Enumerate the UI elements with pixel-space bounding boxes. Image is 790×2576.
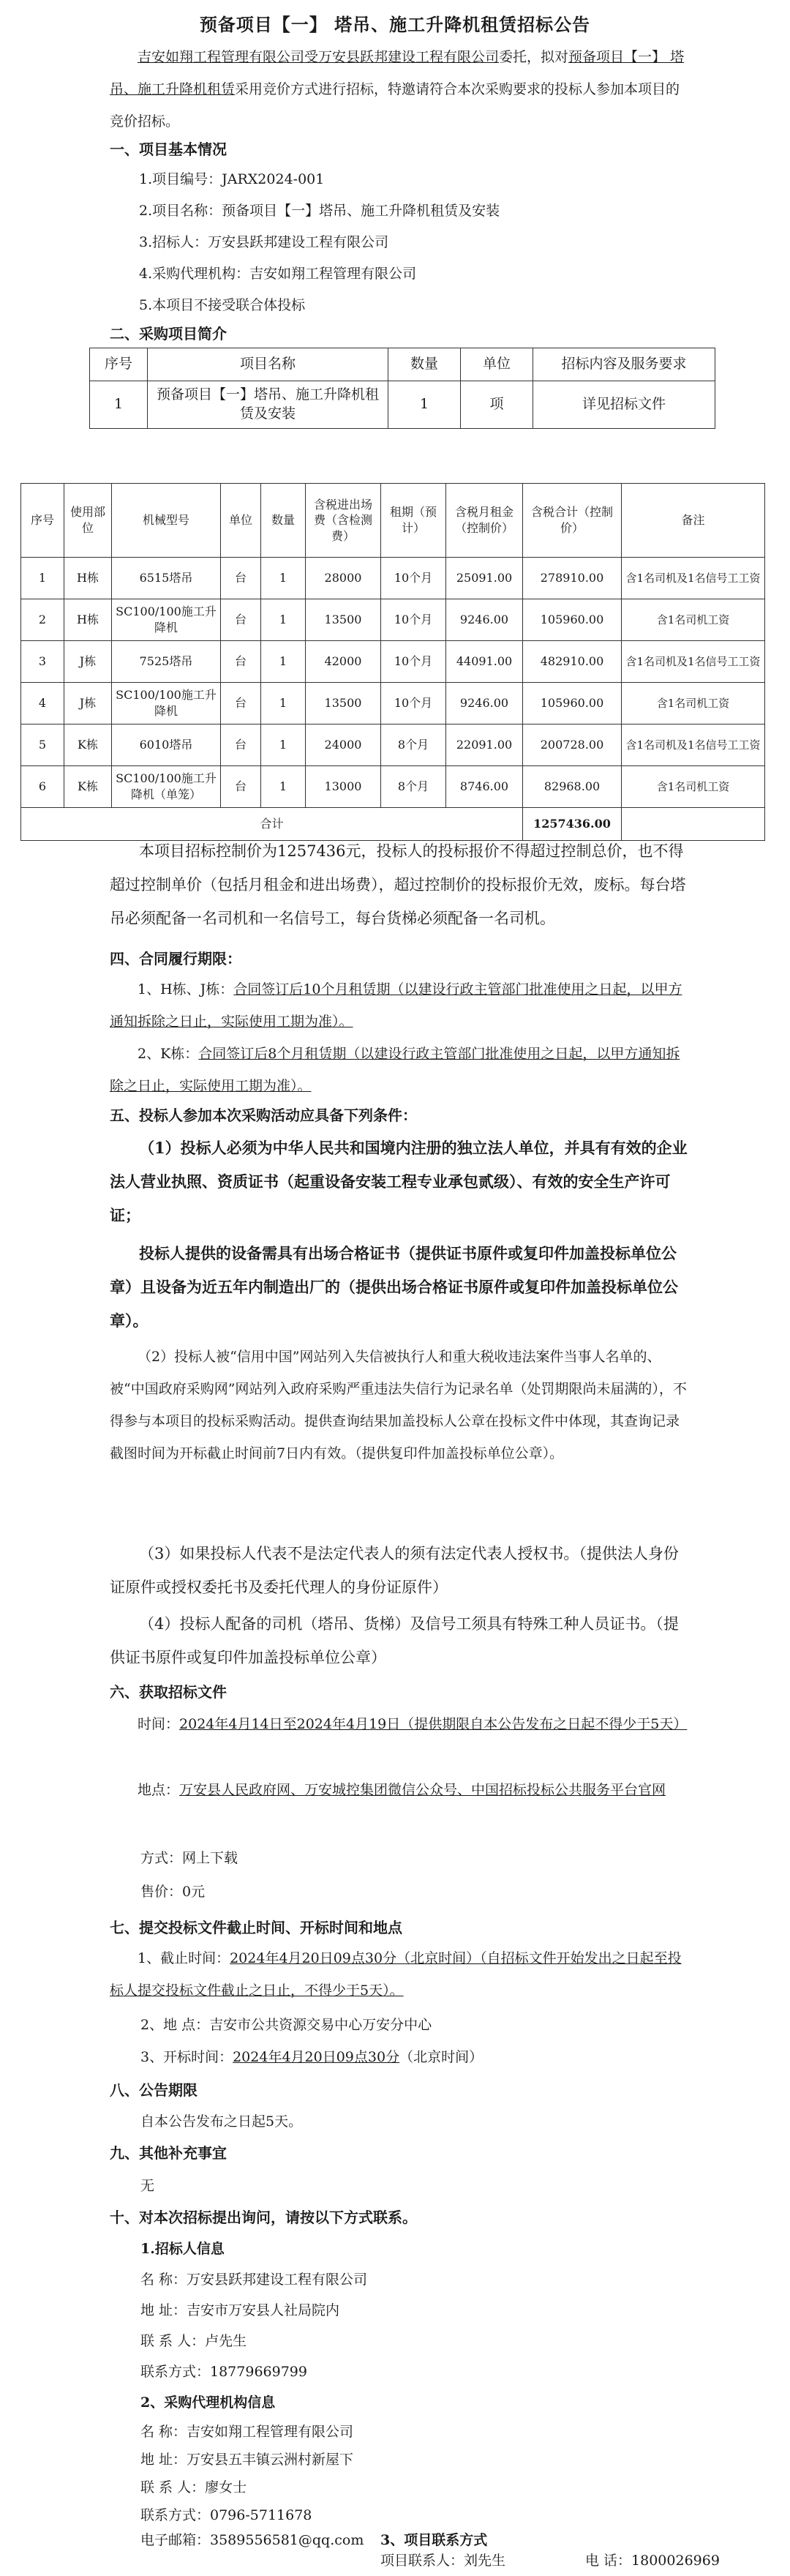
obtain-method: 方式：网上下载 [140,1850,238,1866]
control-price-paragraph: 本项目招标控制价为1257436元，投标人的投标报价不得超过控制总价，也不得超过控制单价（包括月租金和进出场费），超过控制价的投标报价无效，废标。每台塔吊必须配备一名司机和一名信号工，每台货梯必须配备一名司机。 [110,842,686,927]
intro-entrust-text: 吉安如翔工程管理有限公司受万安县跃邦建设工程有限公司 [138,49,500,65]
table-cell: 200728.00 [523,724,622,766]
table-cell: 台 [221,641,261,683]
table-cell: 278910.00 [523,558,622,599]
section-2-heading: 二、采购项目简介 [110,325,227,342]
agency-info-heading: 2、采购代理机构信息 [140,2395,276,2411]
table-header: 序号 [21,484,64,558]
opening-time-value: 2024年4月20日09点30分 [233,2049,400,2065]
table-cell: 10个月 [381,558,446,599]
condition-2: （2）投标人被“信用中国”网站列入失信被执行人和重大税收违法案件当事人名单的、被“中国政府采购网”网站列入政府采购严重违法失信行为记录名单（处罚期限尚未届满的），不得参与本项目的投标采购活动。提供查询结果加盖投标人公章在投标文件中体现，其查询记录截图时间为开标截止时间前7日内有效。（提供复印件加盖投标单位公章）。 [110,1349,687,1461]
term-hj-paragraph [110,973,688,1038]
table-cell: 1 [90,381,148,429]
condition-3: （3）如果投标人代表不是法定代表人的须有法定代表人授权书。（提供法人身份证原件或授权委托书及委托代理人的身份证原件） [110,1545,679,1596]
table-cell: 台 [221,766,261,808]
table-header: 招标内容及服务要求 [533,348,715,381]
table-cell: 6515塔吊 [112,558,221,599]
obtain-time [110,1708,688,1740]
condition-1: （1）投标人必须为中华人民共和国境内注册的独立法人单位，并具有有效的企业法人营业执照、资质证书（起重设备安装工程专业承包贰级）、有效的安全生产许可证； [110,1139,688,1224]
opening-time [140,2046,483,2066]
table-cell: 1 [21,558,64,599]
table-row [21,641,765,683]
table-cell: 13500 [306,599,381,641]
total-label: 合计 [21,808,523,841]
table-cell: 7525塔吊 [112,641,221,683]
table-cell: 1 [261,683,306,724]
table-header: 含税月租金（控制价） [446,484,523,558]
table-cell: 9246.00 [446,599,523,641]
table-cell: 1 [388,381,461,429]
tenderer-name: 名 称：万安县跃邦建设工程有限公司 [140,2272,368,2288]
term-k-label: 2、K栋： [138,1046,199,1062]
table-header: 含税进出场费（含检测费） [306,484,381,558]
table-cell: 含1名司机工资 [622,683,765,724]
table-cell: 1 [261,599,306,641]
table-cell: SC100/100施工升降机 [112,599,221,641]
tenderer-address: 地 址：吉安市万安县人社局院内 [140,2302,340,2318]
table-cell: SC100/100施工升降机 [112,683,221,724]
table-cell: 28000 [306,558,381,599]
table-header: 租期（预计） [381,484,446,558]
table-row [21,599,765,641]
table-cell: 含1名司机工资 [622,599,765,641]
project-summary-table [89,348,715,429]
agency-address: 地 址：万安县五丰镇云洲村新屋下 [140,2452,354,2468]
term-k-text: 合同签订后8个月租赁期（以建设行政主管部门批准使用之日起，以甲方通知拆除之日止，实际使用工期为准）。 [110,1046,680,1094]
obtain-time-label: 时间： [138,1716,180,1732]
agency-contact: 联 系 人：廖女士 [140,2479,247,2496]
table-cell: 482910.00 [523,641,622,683]
table-cell: 台 [221,683,261,724]
project-contact-phone: 电 话：1800026969 [585,2553,720,2569]
table-row [21,558,765,599]
other-matters: 无 [140,2178,155,2194]
table-row [21,766,765,808]
opening-time-label: 3、开标时间： [140,2049,233,2065]
table-row [21,683,765,724]
table-cell: 1 [261,766,306,808]
control-price-table [20,483,765,841]
table-cell: 22091.00 [446,724,523,766]
table-cell: 5 [21,724,64,766]
table-cell: 24000 [306,724,381,766]
deadline-value: 2024年4月20日09点30分 [230,1950,397,1966]
table-cell: 4 [21,683,64,724]
table-cell: H栋 [64,558,112,599]
table-cell: 25091.00 [446,558,523,599]
table-cell: K栋 [64,766,112,808]
table-cell: SC100/100施工升降机（单笼） [112,766,221,808]
intro-rest: 采用竞价方式进行招标，特邀请符合本次采购要求的投标人参加本项目的竞价招标。 [110,81,680,130]
table-cell: 10个月 [381,599,446,641]
table-header: 单位 [461,348,533,381]
table-header: 数量 [261,484,306,558]
table-header: 含税合计（控制价） [523,484,622,558]
section-7-heading: 七、提交投标文件截止时间、开标时间和地点 [110,1919,402,1936]
deadline-label: 1、截止时间： [138,1950,230,1966]
term-hj-label: 1、H栋、J栋： [138,981,234,997]
tenderer-contact: 联 系 人：卢先生 [140,2333,247,2349]
table-cell: 1 [261,641,306,683]
section-6-heading: 六、获取招标文件 [110,1683,227,1701]
table-cell: 105960.00 [523,599,622,641]
table-cell: 10个月 [381,683,446,724]
table-cell: 含1名司机及1名信号工工资 [622,558,765,599]
table-header-row [90,348,715,381]
table-cell: 6 [21,766,64,808]
condition-4: （4）投标人配备的司机（塔吊、货梯）及信号工须具有特殊工种人员证书。（提供证书原件或复印件加盖投标单位公章） [110,1615,679,1666]
table-cell: 82968.00 [523,766,622,808]
table-header: 项目名称 [148,348,388,381]
condition-1b: 投标人提供的设备需具有出场合格证书（提供证书原件或复印件加盖投标单位公章）且设备为近五年内制造出厂的（提供出场合格证书原件或复印件加盖投标单位公章）。 [110,1244,678,1330]
table-cell: H栋 [64,599,112,641]
table-cell: 13000 [306,766,381,808]
table-cell: 详见招标文件 [533,381,715,429]
table-header: 使用部位 [64,484,112,558]
table-cell: 44091.00 [446,641,523,683]
table-cell: 1 [261,724,306,766]
submission-deadline [110,1942,688,2007]
notice-period: 自本公告发布之日起5天。 [140,2113,303,2130]
project-contact-person: 项目联系人：刘先生 [380,2553,506,2569]
deadline-rest: （北京时间）（自招标文件开始发出之日起至投标人提交投标文件截止之日止，不得少于5天）。 [110,1950,682,1999]
table-cell: J栋 [64,641,112,683]
table-cell: J栋 [64,683,112,724]
tenderer-phone: 联系方式：18779669799 [140,2364,307,2380]
section-9-heading: 九、其他补充事宜 [110,2144,227,2162]
table-row [21,724,765,766]
table-cell: 台 [221,724,261,766]
agency-name: 名 称：吉安如翔工程管理有限公司 [140,2424,354,2440]
table-header: 备注 [622,484,765,558]
table-cell: 1 [261,558,306,599]
table-cell: 含1名司机及1名信号工工资 [622,641,765,683]
table-cell: 6010塔吊 [112,724,221,766]
section-1-heading: 一、项目基本情况 [110,141,227,158]
table-cell: 项 [461,381,533,429]
table-header-row [21,484,765,558]
term-hj-text: 合同签订后10个月租赁期（以建设行政主管部门批准使用之日起，以甲方通知拆除之日止，实际使用工期为准）。 [110,981,682,1030]
table-cell: 3 [21,641,64,683]
intro-project-name: 预备项目【一】 塔吊、施工升降机租赁 [110,49,685,97]
table-header: 序号 [90,348,148,381]
table-cell: 42000 [306,641,381,683]
table-cell: 8个月 [381,766,446,808]
table-cell: 9246.00 [446,683,523,724]
table-header: 机械型号 [112,484,221,558]
table-cell: 台 [221,558,261,599]
table-cell: 8746.00 [446,766,523,808]
obtain-place [110,1774,688,1806]
obtain-place-value: 万安县人民政府网、万安城控集团微信公众号、中国招标投标公共服务平台官网 [179,1782,666,1798]
intro-paragraph [110,41,688,138]
table-cell: 预备项目【一】塔吊、施工升降机租赁及安装 [148,381,388,429]
tenderer-info-heading: 1.招标人信息 [140,2241,225,2257]
project-name: 2.项目名称：预备项目【一】塔吊、施工升降机租赁及安装 [139,203,500,219]
tenderer: 3.招标人：万安县跃邦建设工程有限公司 [139,234,389,250]
agency: 4.采购代理机构：吉安如翔工程管理有限公司 [139,266,417,282]
intro-entrust-end: 委托，拟对 [499,49,569,65]
table-cell: 台 [221,599,261,641]
obtain-price: 售价：0元 [140,1884,206,1900]
table-header: 数量 [388,348,461,381]
project-contact-heading: 3、项目联系方式 [380,2532,488,2548]
table-cell: 2 [21,599,64,641]
opening-time-rest: （北京时间） [399,2049,484,2065]
table-cell: 13500 [306,683,381,724]
table-cell: 8个月 [381,724,446,766]
table-cell: K栋 [64,724,112,766]
no-consortium: 5.本项目不接受联合体投标 [139,297,306,313]
section-8-heading: 八、公告期限 [110,2081,198,2099]
obtain-place-label: 地点： [138,1782,180,1798]
section-10-heading: 十、对本次招标提出询问，请按以下方式联系。 [110,2209,417,2226]
table-cell: 105960.00 [523,683,622,724]
total-value: 1257436.00 [523,808,622,841]
section-5-heading: 五、投标人参加本次采购活动应具备下列条件： [110,1107,417,1124]
section-4-heading: 四、合同履行期限： [110,950,241,967]
table-cell: 含1名司机及1名信号工工资 [622,724,765,766]
obtain-time-value: 2024年4月14日至2024年4月19日（提供期限自本公告发布之日起不得少于5天） [179,1716,688,1732]
table-header: 单位 [221,484,261,558]
opening-place: 2、地 点：吉安市公共资源交易中心万安分中心 [140,2017,432,2033]
agency-phone: 联系方式：0796-5711678 [140,2507,312,2523]
project-number: 1.项目编号：JARX2024-001 [139,171,325,187]
table-row [90,381,715,429]
agency-email: 电子邮箱：3589556581@qq.com [140,2532,364,2548]
table-cell: 含1名司机工资 [622,766,765,808]
term-k-paragraph [110,1038,688,1102]
page-title: 预备项目【一】 塔吊、施工升降机租赁招标公告 [199,14,591,35]
table-cell: 10个月 [381,641,446,683]
